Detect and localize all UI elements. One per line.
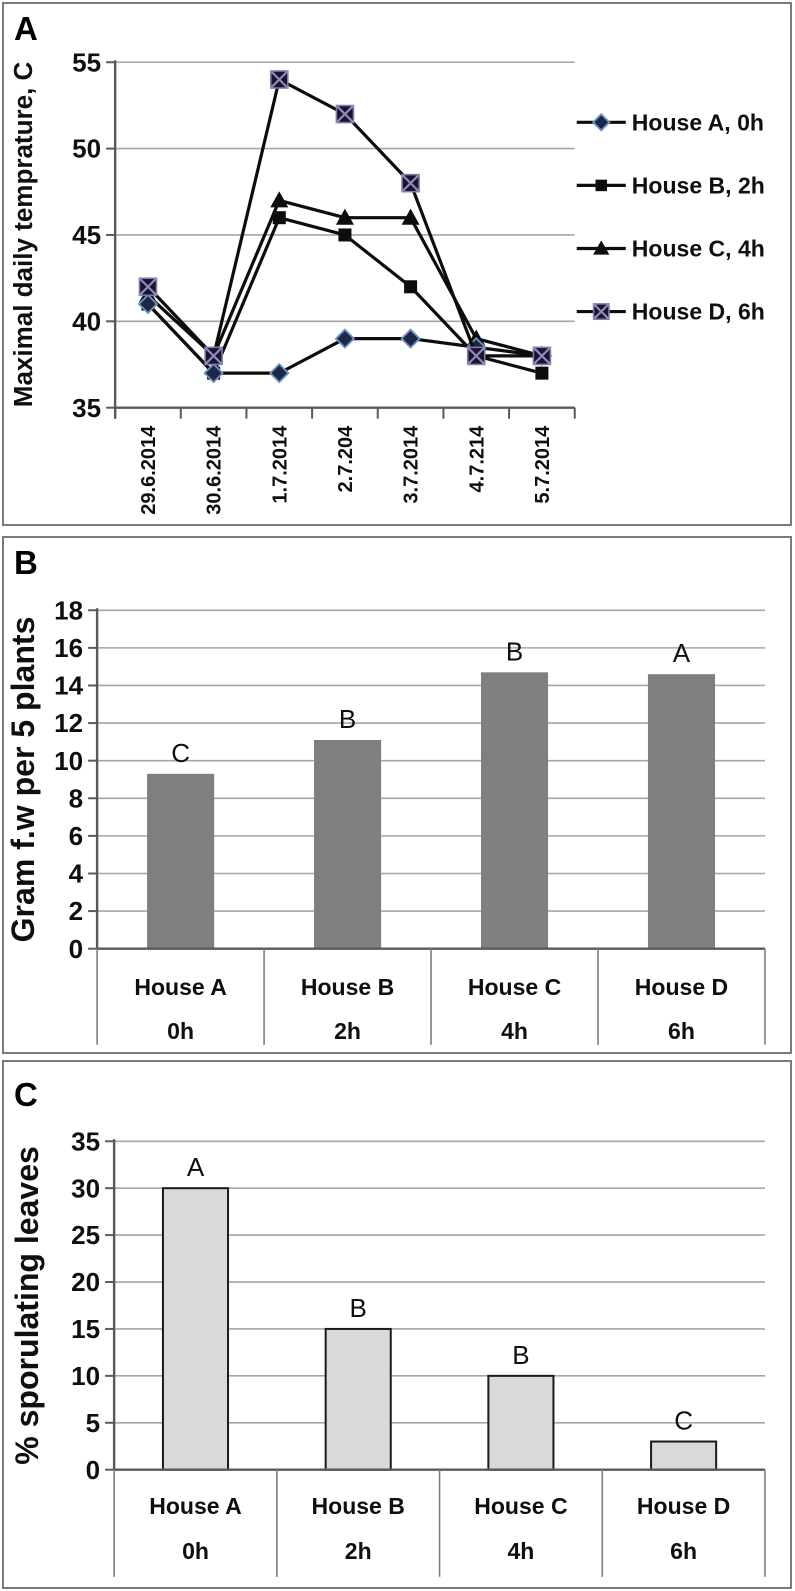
y-tick-label: 25 bbox=[71, 1220, 101, 1251]
significance-letter: B bbox=[349, 1292, 367, 1323]
y-tick-label: 40 bbox=[72, 306, 102, 337]
y-tick-label: 55 bbox=[72, 47, 102, 78]
y-tick-label: 15 bbox=[71, 1314, 101, 1345]
subcategory-label: 0h bbox=[167, 1017, 195, 1044]
significance-letter: A bbox=[186, 1152, 205, 1183]
category-label: House D bbox=[636, 1492, 731, 1519]
subcategory-label: 6h bbox=[668, 1017, 695, 1044]
panel-fresh-weight bbox=[2, 536, 792, 1054]
y-tick-label: 10 bbox=[71, 1360, 101, 1391]
marker-diamond bbox=[270, 364, 288, 382]
legend-label: House A, 0h bbox=[631, 109, 764, 136]
subcategory-label: 0h bbox=[182, 1537, 209, 1564]
marker-square bbox=[404, 280, 417, 293]
panel-label-a: A bbox=[14, 10, 38, 47]
bar bbox=[488, 1376, 553, 1470]
panel-label-c: C bbox=[14, 1076, 38, 1113]
y-tick-label: 2 bbox=[68, 896, 84, 927]
y-tick-label: 5 bbox=[85, 1407, 101, 1438]
category-label: House D bbox=[634, 973, 729, 1000]
x-axis-label: 3.7.2014 bbox=[400, 425, 423, 504]
significance-letter: B bbox=[512, 1339, 530, 1370]
subcategory-label: 4h bbox=[507, 1537, 535, 1564]
subcategory-label: 2h bbox=[334, 1017, 361, 1044]
panel-temperature bbox=[2, 2, 792, 526]
category-label: House C bbox=[467, 973, 562, 1000]
bar bbox=[314, 740, 381, 949]
marker-diamond bbox=[336, 330, 354, 348]
x-axis-label: 30.6.2014 bbox=[203, 425, 226, 515]
y-tick-label: 50 bbox=[72, 133, 102, 164]
x-axis-label: 2.7.204 bbox=[334, 425, 357, 493]
line-chart-max-daily-temperature bbox=[4, 4, 790, 524]
significance-letter: B bbox=[338, 703, 357, 734]
marker-square bbox=[596, 180, 608, 192]
bar-chart-gram-fresh-weight bbox=[4, 538, 790, 1052]
marker-diamond bbox=[402, 330, 420, 348]
y-axis-title: % sporulating leaves bbox=[9, 1146, 46, 1465]
marker-triangle bbox=[270, 191, 288, 207]
category-label: House A bbox=[134, 973, 227, 1000]
y-tick-label: 14 bbox=[54, 670, 84, 701]
subcategory-label: 4h bbox=[501, 1017, 528, 1044]
bar bbox=[481, 672, 548, 948]
y-tick-label: 35 bbox=[72, 392, 102, 423]
legend-label: House D, 6h bbox=[631, 298, 765, 325]
x-axis-label: 4.7.214 bbox=[466, 425, 489, 493]
subcategory-label: 2h bbox=[344, 1537, 372, 1564]
y-tick-label: 18 bbox=[54, 595, 84, 626]
bar bbox=[648, 674, 715, 949]
bar-chart-percent-sporulating-leaves bbox=[4, 1062, 790, 1587]
y-tick-label: 0 bbox=[85, 1454, 101, 1485]
bar bbox=[651, 1442, 716, 1470]
y-tick-label: 45 bbox=[72, 220, 102, 251]
bar bbox=[163, 1188, 228, 1470]
significance-letter: C bbox=[171, 737, 190, 768]
category-label: House A bbox=[149, 1492, 242, 1519]
category-label: House B bbox=[300, 973, 395, 1000]
marker-square bbox=[535, 367, 548, 380]
y-axis-title: Gram f.w per 5 plants bbox=[5, 616, 42, 943]
significance-letter: C bbox=[674, 1405, 694, 1436]
y-tick-label: 8 bbox=[68, 783, 84, 814]
y-tick-label: 35 bbox=[71, 1126, 101, 1157]
legend-label: House C, 4h bbox=[631, 235, 765, 262]
x-axis-label: 29.6.2014 bbox=[137, 425, 160, 515]
marker-square bbox=[338, 228, 351, 241]
category-label: House B bbox=[311, 1492, 405, 1519]
panel-label-b: B bbox=[14, 544, 38, 581]
bar bbox=[147, 774, 214, 949]
significance-letter: A bbox=[672, 638, 691, 669]
x-axis-label: 1.7.2014 bbox=[269, 425, 292, 504]
y-tick-label: 6 bbox=[68, 820, 84, 851]
subcategory-label: 6h bbox=[670, 1537, 698, 1564]
x-axis-label: 5.7.2014 bbox=[531, 425, 554, 504]
y-tick-label: 0 bbox=[68, 933, 84, 964]
category-label: House C bbox=[474, 1492, 568, 1519]
y-tick-label: 12 bbox=[54, 708, 84, 739]
panel-sporulating-leaves bbox=[2, 1060, 792, 1589]
marker-diamond bbox=[593, 114, 609, 130]
y-tick-label: 30 bbox=[71, 1173, 101, 1204]
y-tick-label: 16 bbox=[54, 632, 84, 663]
y-tick-label: 20 bbox=[71, 1267, 101, 1298]
y-tick-label: 10 bbox=[54, 745, 84, 776]
legend-label: House B, 2h bbox=[631, 172, 765, 199]
bar bbox=[326, 1329, 391, 1470]
y-axis-title: Maximal daily temprature, C bbox=[8, 61, 39, 408]
significance-letter: B bbox=[505, 636, 524, 667]
y-tick-label: 4 bbox=[68, 858, 84, 889]
